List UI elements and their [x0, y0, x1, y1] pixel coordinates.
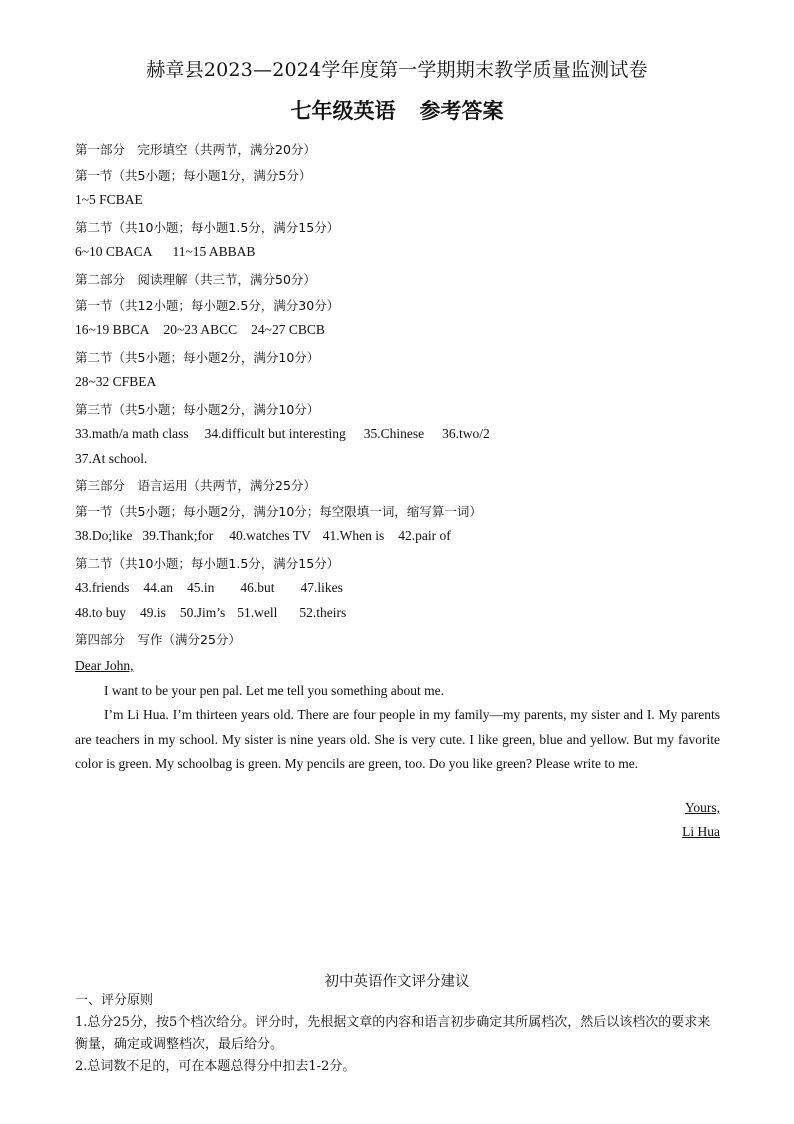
rubric-section-heading: 一、评分原则 [75, 993, 154, 1008]
subject-label: 七年级英语 [290, 99, 396, 123]
answer-34: 34.difficult but interesting [204, 426, 346, 441]
part3-section1-heading: 第一节（共5小题；每小题2分，满分10分；每空限填一词，缩写算一词） [75, 504, 482, 519]
rubric-body [75, 990, 720, 1078]
answer-49: 49.is [140, 605, 166, 620]
answers-6-15 [75, 244, 255, 260]
answer-39: 39.Thank;for [142, 528, 214, 543]
answers-1-5: 1~5 FCBAE [75, 192, 143, 207]
part2-heading: 第二部分 阅读理解（共三节，满分50分） [75, 272, 316, 287]
answer-47: 47.likes [300, 580, 343, 595]
answers-16-19: 16~19 BBCA [75, 322, 150, 337]
answer-40: 40.watches TV [229, 528, 311, 543]
answers-16-27 [75, 322, 325, 338]
sample-letter [75, 654, 720, 777]
part1-section1-heading: 第一节（共5小题；每小题1分，满分5分） [75, 168, 312, 183]
part3-heading: 第三部分 语言运用（共两节，满分25分） [75, 478, 316, 493]
rubric-item-2: 2.总词数不足的，可在本题总得分中扣去1-2分。 [75, 1059, 356, 1074]
part2-section1-heading: 第一节（共12小题；每小题2.5分，满分30分） [75, 298, 340, 313]
answer-37: 37.At school. [75, 451, 148, 466]
part2-section2-heading: 第二节（共5小题；每小题2分，满分10分） [75, 350, 320, 365]
answer-41: 41.When is [322, 528, 385, 543]
answers-33-36 [75, 426, 490, 442]
answer-35: 35.Chinese [363, 426, 425, 441]
part1-heading: 第一部分 完形填空（共两节，满分20分） [75, 142, 316, 157]
answers-43-47 [75, 580, 343, 596]
answer-52: 52.theirs [299, 605, 347, 620]
answer-36: 36.two/2 [442, 426, 490, 441]
rubric-item-1: 1.总分25分，按5个档次给分。评分时，先根据文章的内容和语言初步确定其所属档次，然后以该档次的要求来衡量，确定或调整档次，最后给分。 [75, 1015, 711, 1052]
part1-section2-heading: 第二节（共10小题；每小题1.5分，满分15分） [75, 220, 340, 235]
letter-closing: Yours, [684, 800, 720, 815]
page-title: 赫章县2023—2024学年度第一学期期末教学质量监测试卷 [146, 59, 648, 81]
answer-46: 46.but [240, 580, 275, 595]
answer-key-label: 参考答案 [419, 99, 504, 123]
answers-11-15: 11~15 ABBAB [172, 244, 256, 259]
answer-50: 50.Jim’s [179, 605, 226, 620]
letter-paragraph-1: I want to be your pen pal. Let me tell you something about me. [104, 682, 445, 698]
answers-24-27: 24~27 CBCB [251, 322, 325, 337]
letter-greeting: Dear John, [75, 658, 134, 673]
answers-48-52 [75, 605, 346, 621]
answers-28-32: 28~32 CFBEA [75, 374, 157, 389]
page-subtitle [0, 95, 794, 125]
answer-33: 33.math/a math class [75, 426, 189, 441]
answer-51: 51.well [237, 605, 278, 620]
answer-43: 43.friends [75, 580, 130, 595]
answer-48: 48.to buy [75, 605, 127, 620]
part2-section3-heading: 第三节（共5小题；每小题2分，满分10分） [75, 402, 320, 417]
letter-paragraph-2: I’m Li Hua. I’m thirteen years old. There are four people in my family—my parents, my sister and I. My parents are teachers in my school. My sister is nine years old. She is very cute. I like green, blue and yellow. But my favorite color is green. My schoolbag is green. My pencils are green, too. Do you like green? Please write to me. [75, 707, 720, 771]
answers-20-23: 20~23 ABCC [163, 322, 238, 337]
part3-section2-heading: 第二节（共10小题；每小题1.5分，满分15分） [75, 556, 340, 571]
letter-signature: Li Hua [682, 824, 720, 839]
answer-44: 44.an [143, 580, 173, 595]
answers-6-10: 6~10 CBACA [75, 244, 153, 259]
answer-42: 42.pair of [398, 528, 451, 543]
answers-38-42 [75, 528, 451, 544]
part4-heading: 第四部分 写作（满分25分） [75, 632, 241, 647]
rubric-title: 初中英语作文评分建议 [324, 974, 470, 990]
answer-38: 38.Do;like [75, 528, 133, 543]
answer-45: 45.in [187, 580, 215, 595]
